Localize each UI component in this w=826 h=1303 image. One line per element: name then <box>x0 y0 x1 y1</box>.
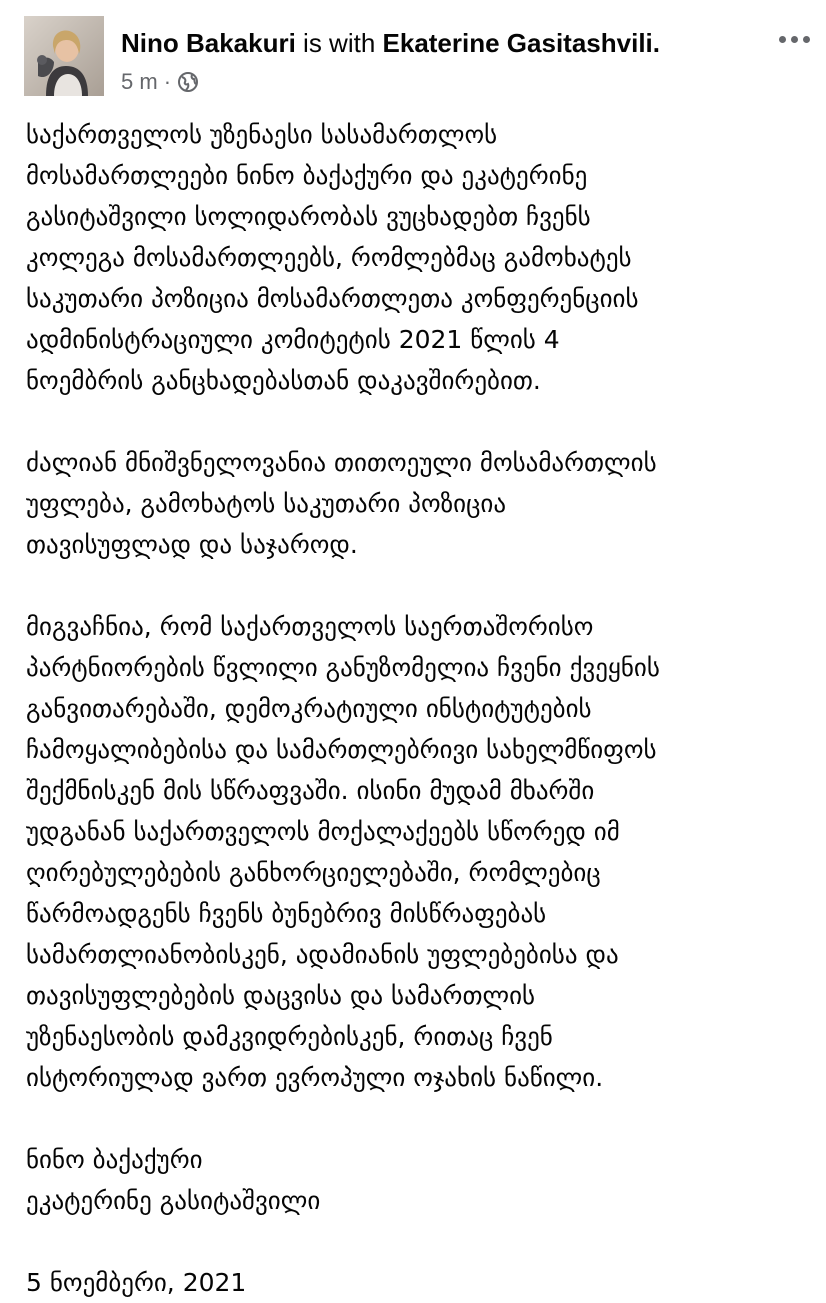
paragraph-signatures: ნინო ბაქაქური ეკატერინე გასიტაშვილი <box>26 1145 321 1215</box>
paragraph-gap <box>26 1098 806 1139</box>
profile-photo <box>24 16 104 96</box>
post-text <box>26 114 806 1303</box>
globe-icon[interactable] <box>177 71 199 93</box>
with-text: is with <box>295 28 383 58</box>
more-options-icon[interactable] <box>774 24 814 54</box>
post-time[interactable]: 5 m <box>121 69 158 94</box>
paragraph-date: 5 ნოემბერი, 2021 <box>26 1268 247 1297</box>
paragraph-gap <box>26 1221 806 1262</box>
paragraph-gap <box>26 401 806 442</box>
paragraph-gap <box>26 565 806 606</box>
post-header <box>24 14 814 98</box>
dot <box>791 36 798 43</box>
meta-separator: · <box>163 69 172 94</box>
dot <box>779 36 786 43</box>
post-meta <box>121 69 199 95</box>
dot <box>803 36 810 43</box>
paragraph-solidarity: საქართველოს უზენაესი სასამართლოს მოსამართლეები ნინო ბაქაქური და ეკატერინე გასიტაშვილი სოლიდარობას ვუცხადებთ ჩვენს კოლეგა მოსამართლეებს, რომლებმაც გამოხატეს საკუთარი პოზიცია მოსამართლეთა კონფერენციის ადმინისტრაციული კომიტეტის 2021 წლის 4 ნოემბრის განცხადებასთან დაკავშირებით. <box>26 120 639 395</box>
author-name[interactable]: Nino Bakakuri <box>121 28 296 58</box>
avatar[interactable] <box>24 16 104 96</box>
paragraph-partners: მიგვაჩნია, რომ საქართველოს საერთაშორისო პარტნიორების წვლილი განუზომელია ჩვენი ქვეყნის განვითარებაში, დემოკრატიული ინსტიტუტების ჩამოყალიბებისა და სამართლებრივი სახელმწიფოს შექმნისკენ მის სწრაფვაში. ისინი მუდამ მხარში უდგანან საქართველოს მოქალაქეებს სწორედ იმ ღირებულებების განხორციელებაში, რომლებიც წარმოადგენს ჩვენს ბუნებრივ მისწრაფებას სამართლიანობისკენ, ადამიანის უფლებებისა და თავისუფლებების დაცვისა და სამართლის უზენაესობის დამკვიდრებისკენ, რითაც ჩვენ ისტორიულად ვართ ევროპული ოჯახის ნაწილი. <box>26 612 660 1092</box>
paragraph-importance: ძალიან მნიშვნელოვანია თითოეული მოსამართლის უფლება, გამოხატოს საკუთარი პოზიცია თავისუფლად და საჯაროდ. <box>26 448 657 559</box>
tagged-name[interactable]: Ekaterine Gasitashvili. <box>382 28 660 58</box>
author-line <box>121 28 660 58</box>
